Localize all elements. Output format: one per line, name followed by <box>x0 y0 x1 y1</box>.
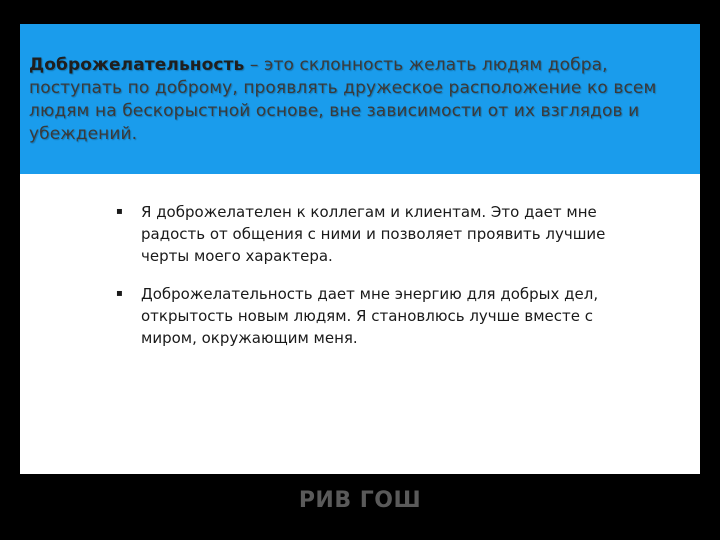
list-item <box>116 283 616 349</box>
bullet-list <box>116 201 616 365</box>
definition-body: – это склонность желать людям добра, поступать по доброму, проявлять дружеское расположение ко всем людям на бескорыстной основе, вне зависимости от их взглядов и убеждений. <box>29 55 657 144</box>
definition-box <box>20 24 700 174</box>
bullet-text: Я доброжелателен к коллегам и клиентам. Это дает мне радость от общения с ними и позволяет проявить лучшие черты моего характера. <box>141 203 606 265</box>
bullet-text: Доброжелательность дает мне энергию для добрых дел, открытость новым людям. Я становлюсь лучше вместе с миром, окружающим меня. <box>141 285 599 347</box>
brand-logo: РИВ ГОШ <box>298 488 422 513</box>
list-item <box>116 201 616 267</box>
definition-paragraph <box>29 54 690 146</box>
definition-term: Доброжелательность <box>29 55 245 75</box>
bullet-marker-icon: ▪ <box>116 288 123 299</box>
bullet-marker-icon: ▪ <box>116 206 123 217</box>
